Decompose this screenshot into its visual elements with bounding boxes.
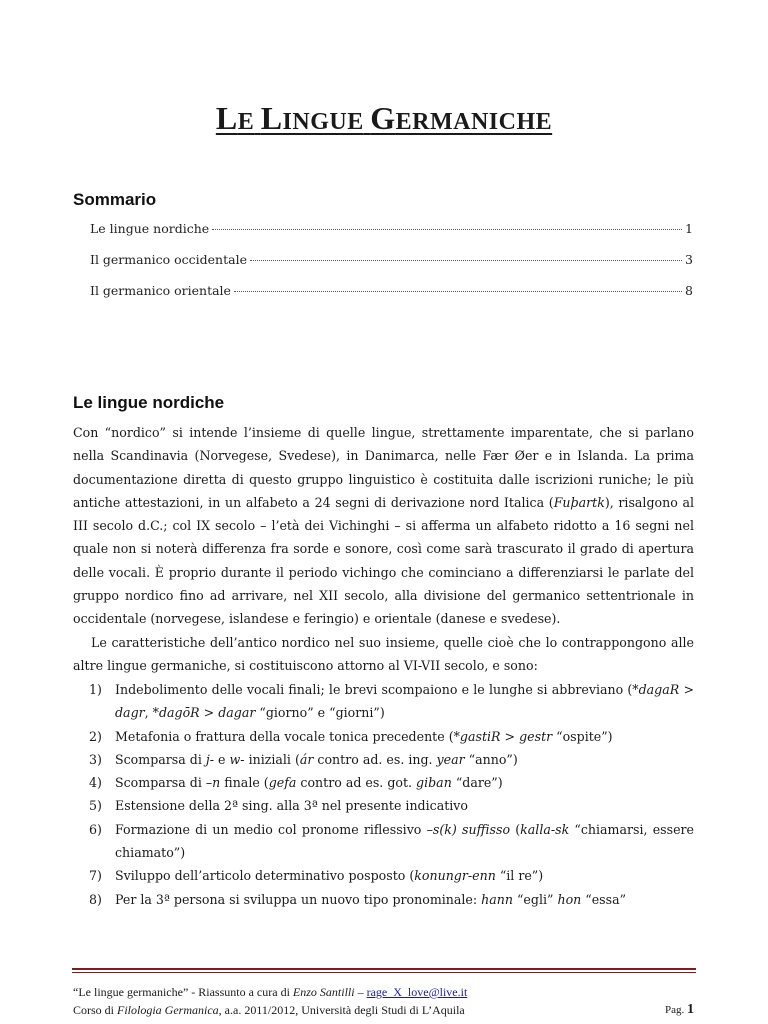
list-item-number: 7) — [89, 868, 102, 884]
paragraph-text: Le caratteristiche dell’antico nordico nel suo insieme, quelle cioè che lo contrappongono alle altre lingue germaniche, si costituiscono attorno al VI-VII secolo, e sono: — [73, 635, 694, 674]
list-item-text: Sviluppo dell’articolo determinativo posposto ( — [115, 868, 415, 884]
list-item — [73, 725, 694, 748]
example-term: j- — [205, 751, 215, 767]
example-term: hann — [481, 891, 513, 907]
toc-entry[interactable] — [90, 252, 693, 270]
example-term: –n — [205, 775, 221, 791]
footer-text: “Le lingue germaniche” - Riassunto a cura di — [73, 985, 293, 999]
list-item-number: 4) — [89, 775, 102, 791]
list-item-text: “ospite”) — [552, 728, 613, 744]
example-term: ár — [299, 751, 314, 767]
list-item — [73, 771, 694, 794]
list-item-text: iniziali ( — [244, 751, 300, 767]
list-item — [73, 818, 694, 865]
list-item-text: “dare”) — [451, 775, 503, 791]
list-item-text: “il re”) — [495, 868, 544, 884]
page-number-value: 1 — [687, 1002, 694, 1017]
example-term: hon — [557, 891, 582, 907]
toc-leader-dots — [212, 229, 682, 230]
title-word: GERMANICHE — [370, 100, 553, 136]
toc-entry-label: Le lingue nordiche — [90, 221, 210, 236]
list-item-text: e — [214, 751, 230, 767]
list-item-text: , * — [144, 705, 159, 721]
list-item-text: “giorno” e “giorni”) — [255, 705, 385, 721]
list-item-number: 8) — [89, 891, 102, 907]
toc-leader-dots — [250, 260, 682, 261]
example-term: w- — [229, 751, 245, 767]
toc-entry-page: 1 — [685, 221, 693, 236]
list-item — [73, 888, 694, 911]
paragraph-text: ), risalgono al III secolo d.C.; col IX secolo – l’età dei Vichinghi – si afferma un alfabeto ridotto a 16 segni nel quale non si noterà differenza fra sorde e sonore, così come sarà trascurato il grado di apertura delle vocali. È proprio durante il periodo vichingo che cominciano a differenziarsi le parlate del gruppo nordico fino ad arrivare, nel XII secolo, alla divisione del germanico settentrionale in occidentale (norvegese, islandese e feringio) e orientale (danese e svedese). — [73, 494, 695, 627]
page-title — [0, 100, 768, 137]
footer-course: Filologia Germanica — [117, 1003, 219, 1017]
example-term: dagōR — [158, 705, 200, 721]
footer-rule-thin — [72, 972, 696, 973]
footer-email-link[interactable]: rage_X_love@live.it — [366, 985, 468, 999]
example-term: gefa — [268, 775, 297, 791]
toc-entry-page: 8 — [685, 283, 693, 298]
footer-author: Enzo Santilli — [292, 985, 355, 999]
list-item-number: 1) — [89, 682, 102, 697]
features-list — [73, 678, 694, 911]
example-term: dagar — [218, 705, 256, 721]
title-word: LINGUE — [260, 100, 364, 136]
section-heading: Le lingue nordiche — [73, 393, 225, 412]
list-item-text: Indebolimento delle vocali finali; le brevi scompaiono e le lunghe si abbreviano (* — [115, 682, 639, 697]
footer-text: – — [354, 985, 367, 999]
list-item-text: “anno”) — [464, 751, 518, 767]
example-term: dagr — [115, 705, 145, 721]
list-item-number: 6) — [89, 821, 102, 837]
toc-leader-dots — [234, 291, 682, 292]
list-item-text: Scomparsa di — [115, 775, 206, 791]
example-term: giban — [416, 775, 452, 791]
list-item — [73, 678, 694, 725]
list-item-text: ( — [510, 821, 521, 837]
example-term: konungr-enn — [414, 868, 496, 884]
list-item-number: 2) — [89, 728, 102, 744]
futhark-term: Fuþartk — [553, 494, 605, 510]
example-term: gestr — [519, 728, 553, 744]
list-item-text: contro ad. es. ing. — [313, 751, 437, 767]
list-item — [73, 748, 694, 771]
example-term: kalla-sk — [520, 821, 570, 837]
title-word: LE — [215, 100, 255, 136]
footer-text: Corso di — [73, 1003, 118, 1017]
toc-entry-label: Il germanico orientale — [90, 283, 231, 298]
footer-line-2 — [73, 1003, 465, 1018]
list-item-text: > — [679, 682, 694, 697]
example-term: dagaR — [638, 682, 680, 697]
list-item-text: Estensione della 2ª sing. alla 3ª nel presente indicativo — [115, 798, 468, 814]
list-item — [73, 864, 694, 887]
list-item-number: 5) — [89, 798, 102, 814]
list-item-text: Scomparsa di — [115, 751, 206, 767]
footer-rule — [72, 968, 696, 970]
toc-entry[interactable] — [90, 221, 693, 239]
page-label: Pag. — [665, 1004, 685, 1016]
toc-heading: Sommario — [73, 190, 157, 209]
list-item-text: finale ( — [220, 775, 269, 791]
paragraph-features-intro — [73, 631, 694, 678]
toc-entry-page: 3 — [685, 252, 693, 267]
example-term: gastiR — [459, 728, 501, 744]
list-item-text: > — [199, 705, 219, 721]
paragraph-intro — [73, 421, 694, 631]
list-item-text: contro ad es. got. — [296, 775, 417, 791]
list-item-text: Formazione di un medio col pronome riflessivo — [115, 821, 427, 837]
toc-entry[interactable] — [90, 283, 693, 301]
toc-entry-label: Il germanico occidentale — [90, 252, 247, 267]
page-number — [665, 1002, 694, 1018]
list-item-text: “essa” — [581, 891, 627, 907]
footer-text: , a.a. 2011/2012, Università degli Studi di L’Aquila — [218, 1003, 465, 1017]
list-item-number: 3) — [89, 751, 102, 767]
list-item-text: Per la 3ª persona si sviluppa un nuovo tipo pronominale: — [115, 891, 482, 907]
paragraph-text: Con “nordico” si intende l’insieme di quelle lingue, strettamente imparentate, che si parlano nella Scandinavia (Norvegese, Svedese), in Danimarca, nelle Fær Øer e in Islanda. La prima documentazione diretta di questo gruppo linguistico è costituita dalle iscrizioni runiche; le più antiche attestazioni, in un alfabeto a 24 segni di derivazione nord Italica ( — [73, 425, 694, 510]
list-item-text: > — [500, 728, 520, 744]
list-item-text: “egli” — [512, 891, 558, 907]
list-item-text: “chiamarsi, essere chiamato”) — [115, 821, 695, 861]
example-term: –s(k) suffisso — [426, 821, 511, 837]
list-item — [73, 794, 694, 817]
footer-line-1 — [73, 985, 467, 1000]
example-term: year — [436, 751, 465, 767]
list-item-text: Metafonia o frattura della vocale tonica precedente (* — [115, 728, 460, 744]
